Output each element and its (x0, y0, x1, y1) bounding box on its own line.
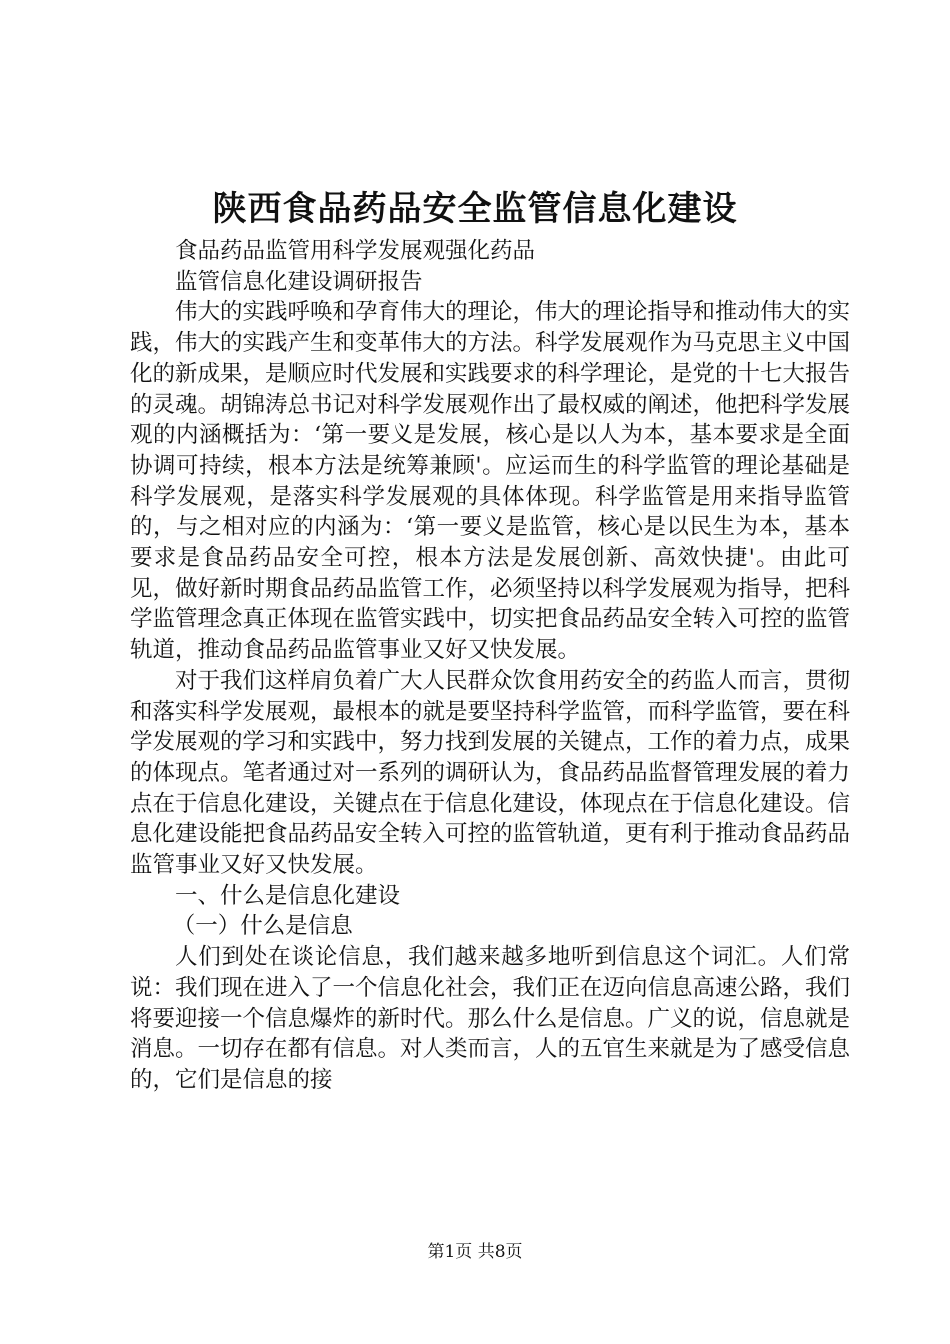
section-heading-1: 一、什么是信息化建设 (175, 882, 401, 909)
body-paragraph-2: 对于我们这样肩负着广大人民群众饮食用药安全的药监人而言，贯彻和落实科学发展观，最根本的就是要坚持科学监管，而科学监管，要在科学发展观的学习和实践中，努力找到发展的关键点，工作的着力点，成果的体现点。笔者通过对一系列的调研认为，食品药品监督管理发展的着力点在于信息化建设，关键点在于信息化建设，体现点在于信息化建设。信息化建设能把食品药品安全转入可控的监管轨道，更有利于推动食品药品监管事业又好又快发展。 (130, 667, 851, 879)
body-paragraph-1: 伟大的实践呼唤和孕育伟大的理论，伟大的理论指导和推动伟大的实践，伟大的实践产生和变革伟大的方法。科学发展观作为马克思主义中国化的新成果，是顺应时代发展和实践要求的科学理论，是党的十七大报告的灵魂。胡锦涛总书记对科学发展观作出了最权威的阐述，他把科学发展观的内涵概括为：‘第一要义是发展，核心是以人为本，基本要求是全面协调可持续，根本方法是统筹兼顾'。应运而生的科学监管的理论基础是科学发展观，是落实科学发展观的具体体现。科学监管是用来指导监管的，与之相对应的内涵为：‘第一要义是监管，核心是以民生为本，基本要求是食品药品安全可控，根本方法是发展创新、高效快捷'。由此可见，做好新时期食品药品监管工作，必须坚持以科学发展观为指导，把科学监管理念真正体现在监管实践中，切实把食品药品安全转入可控的监管轨道，推动食品药品监管事业又好又快发展。 (130, 299, 851, 664)
body-paragraph-3: 人们到处在谈论信息，我们越来越多地听到信息这个词汇。人们常说：我们现在进入了一个信息化社会，我们正在迈向信息高速公路，我们将要迎接一个信息爆炸的新时代。那么什么是信息。广义的说，信息就是消息。一切存在都有信息。对人类而言，人的五官生来就是为了感受信息的，它们是信息的接 (130, 944, 851, 1093)
document-body (130, 236, 850, 1096)
page-footer: 第1页 共8页 (427, 1242, 523, 1262)
document-title: 陕西食品药品安全监管信息化建设 (212, 189, 738, 229)
subtitle-line-1: 食品药品监管用科学发展观强化药品 (175, 238, 536, 264)
subtitle-line-2: 监管信息化建设调研报告 (175, 268, 423, 295)
section-subheading-1: （一）什么是信息 (172, 913, 353, 940)
